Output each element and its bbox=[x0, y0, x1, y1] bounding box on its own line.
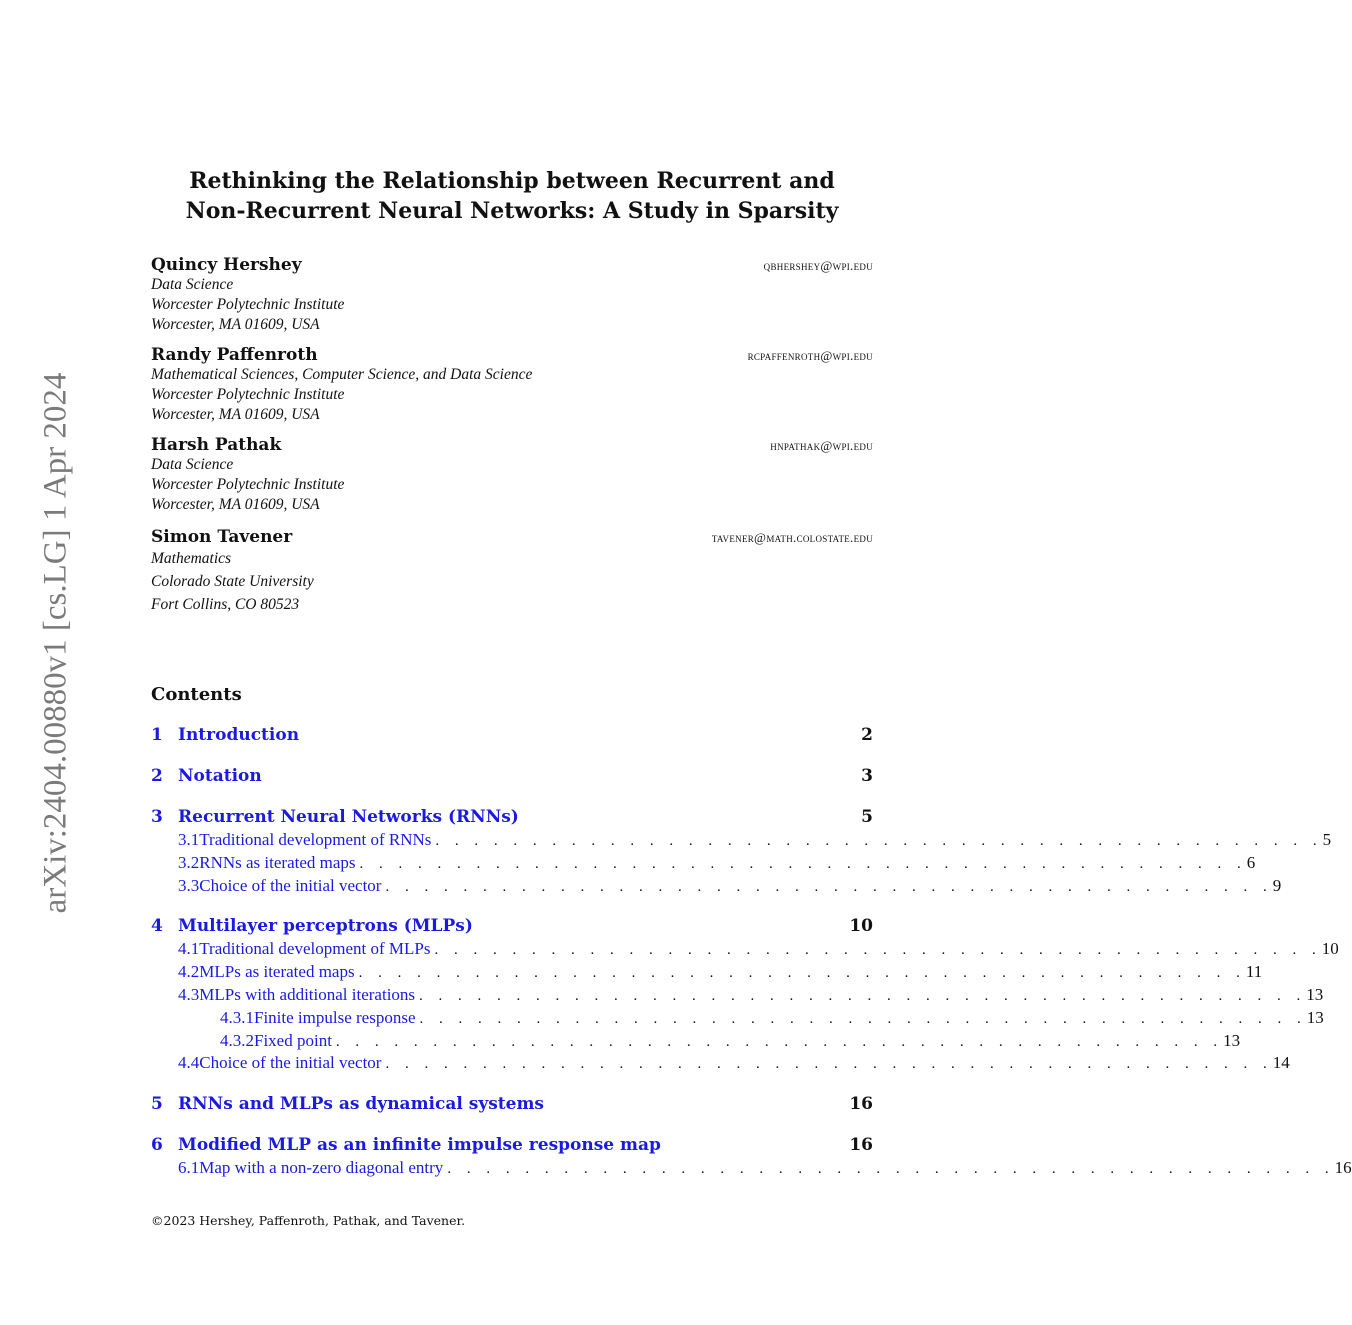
toc-leader-dots: . . . . . . . . . . . . . . . . . . . . . . . . . . . . . . . . . . . . . . . . . . . . . . bbox=[434, 942, 1322, 958]
toc-entry-number: 3.3 bbox=[178, 876, 200, 895]
toc-leader-dots: . . . . . . . . . . . . . . . . . . . . . . . . . . . . . . . . . . . . . . . . . . . . . . bbox=[419, 1011, 1307, 1027]
author-address: Fort Collins, CO 80523 bbox=[151, 596, 300, 613]
toc-section-entry[interactable] bbox=[151, 1094, 873, 1114]
toc-entry-page: 13 bbox=[1306, 985, 1324, 1004]
toc-entry-number: 3.1 bbox=[178, 830, 200, 849]
toc-entry-number: 3 bbox=[151, 807, 163, 827]
toc-entry-link[interactable]: Recurrent Neural Networks (RNNs) bbox=[178, 807, 519, 827]
toc-section-entry[interactable] bbox=[151, 766, 873, 786]
author-address: Worcester, MA 01609, USA bbox=[151, 496, 320, 513]
toc-entry-link[interactable]: Multilayer perceptrons (MLPs) bbox=[178, 916, 473, 936]
toc-entry-link[interactable]: Map with a non-zero diagonal entry bbox=[199, 1158, 444, 1177]
arxiv-side-stamp: arXiv:2404.00880v1 [cs.LG] 1 Apr 2024 bbox=[37, 372, 74, 914]
toc-subsection-entry[interactable] bbox=[151, 853, 1256, 873]
author-email[interactable]: qbhershey@wpi.edu bbox=[763, 258, 873, 273]
author-name: Simon Tavener bbox=[151, 527, 293, 547]
author-name: Quincy Hershey bbox=[151, 255, 302, 275]
toc-entry-page: 9 bbox=[1272, 876, 1282, 895]
toc-subsection-entry[interactable] bbox=[151, 1158, 1352, 1178]
paper-title-line-1: Rethinking the Relationship between Recurrent and bbox=[189, 168, 835, 194]
toc-subsection-entry[interactable] bbox=[151, 830, 1332, 850]
toc-leader-dots: . . . . . . . . . . . . . . . . . . . . . . . . . . . . . . . . . . . . . . . . . . . . . . bbox=[335, 1034, 1224, 1050]
toc-entry-page: 10 bbox=[849, 916, 873, 936]
toc-entry-link[interactable]: RNNs as iterated maps bbox=[199, 853, 356, 872]
toc-entry-link[interactable]: Modified MLP as an infinite impulse response map bbox=[178, 1135, 661, 1155]
toc-subsection-entry[interactable] bbox=[151, 939, 1339, 959]
toc-entry-link[interactable]: Traditional development of MLPs bbox=[199, 939, 431, 958]
toc-subsection-entry[interactable] bbox=[151, 1053, 1290, 1073]
toc-entry-page: 16 bbox=[849, 1135, 873, 1155]
toc-entry-number: 1 bbox=[151, 725, 163, 745]
toc-leader-dots: . . . . . . . . . . . . . . . . . . . . . . . . . . . . . . . . . . . . . . . . . . . . . . bbox=[358, 965, 1246, 981]
toc-leader-dots: . . . . . . . . . . . . . . . . . . . . . . . . . . . . . . . . . . . . . . . . . . . . . . bbox=[385, 879, 1273, 895]
toc-entry-page: 13 bbox=[1223, 1031, 1241, 1050]
toc-entry-page: 5 bbox=[861, 807, 873, 827]
toc-entry-number: 4 bbox=[151, 916, 163, 936]
toc-entry-link[interactable]: Choice of the initial vector bbox=[199, 876, 382, 895]
author-block bbox=[151, 527, 873, 616]
toc-subsection-entry[interactable] bbox=[151, 876, 1282, 896]
toc-entry-link[interactable]: MLPs as iterated maps bbox=[199, 962, 355, 981]
contents-heading: Contents bbox=[151, 684, 242, 705]
author-department: Data Science bbox=[151, 456, 234, 473]
author-name: Harsh Pathak bbox=[151, 435, 282, 455]
toc-entry-link[interactable]: Choice of the initial vector bbox=[199, 1053, 382, 1072]
toc-entry-number: 3.2 bbox=[178, 853, 200, 872]
toc-entry-page: 3 bbox=[861, 766, 873, 786]
copyright-notice: ©2023 Hershey, Paffenroth, Pathak, and Tavener. bbox=[151, 1213, 466, 1228]
toc-entry-link[interactable]: Finite impulse response bbox=[254, 1008, 416, 1027]
toc-section-entry[interactable] bbox=[151, 725, 873, 745]
toc-entry-number: 6.1 bbox=[178, 1158, 200, 1177]
toc-section-entry[interactable] bbox=[151, 916, 873, 936]
author-email[interactable]: rcpaffenroth@wpi.edu bbox=[747, 348, 873, 363]
toc-entry-number: 6 bbox=[151, 1135, 163, 1155]
toc-entry-link[interactable]: RNNs and MLPs as dynamical systems bbox=[178, 1094, 544, 1114]
toc-entry-page: 13 bbox=[1306, 1008, 1324, 1027]
paper-title bbox=[140, 166, 884, 226]
toc-entry-page: 14 bbox=[1272, 1053, 1290, 1072]
author-email[interactable]: hnpathak@wpi.edu bbox=[770, 438, 873, 453]
toc-entry-link[interactable]: Traditional development of RNNs bbox=[199, 830, 432, 849]
toc-section-entry[interactable] bbox=[151, 1135, 873, 1155]
toc-entry-link[interactable]: Introduction bbox=[178, 725, 300, 745]
toc-leader-dots: . . . . . . . . . . . . . . . . . . . . . . . . . . . . . . . . . . . . . . . . . . . . . . bbox=[359, 856, 1247, 872]
author-department: Data Science bbox=[151, 276, 234, 293]
toc-subsection-entry[interactable] bbox=[151, 1031, 1241, 1051]
toc-entry-number: 4.3.2 bbox=[220, 1031, 254, 1050]
author-institution: Worcester Polytechnic Institute bbox=[151, 476, 345, 493]
toc-subsection-entry[interactable] bbox=[151, 962, 1263, 982]
toc-entry-page: 16 bbox=[1334, 1158, 1352, 1177]
toc-entry-number: 2 bbox=[151, 766, 163, 786]
toc-subsection-entry[interactable] bbox=[151, 985, 1324, 1005]
toc-leader-dots: . . . . . . . . . . . . . . . . . . . . . . . . . . . . . . . . . . . . . . . . . . . . . . bbox=[435, 833, 1323, 849]
author-department: Mathematics bbox=[151, 550, 232, 567]
toc-entry-link[interactable]: Fixed point bbox=[254, 1031, 332, 1050]
toc-entry-page: 10 bbox=[1321, 939, 1339, 958]
paper-title-line-2: Non-Recurrent Neural Networks: A Study in Sparsity bbox=[185, 198, 839, 224]
toc-entry-number: 4.2 bbox=[178, 962, 200, 981]
toc-entry-page: 6 bbox=[1246, 853, 1256, 872]
toc-entry-number: 4.4 bbox=[178, 1053, 200, 1072]
toc-leader-dots: . . . . . . . . . . . . . . . . . . . . . . . . . . . . . . . . . . . . . . . . . . . . . . bbox=[447, 1161, 1335, 1177]
toc-entry-page: 11 bbox=[1245, 962, 1263, 981]
author-department: Mathematical Sciences, Computer Science, and Data Science bbox=[151, 366, 533, 383]
toc-entry-page: 2 bbox=[861, 725, 873, 745]
author-institution: Colorado State University bbox=[151, 573, 314, 590]
author-address: Worcester, MA 01609, USA bbox=[151, 316, 320, 333]
toc-subsection-entry[interactable] bbox=[151, 1008, 1324, 1028]
toc-entry-number: 5 bbox=[151, 1094, 163, 1114]
author-institution: Worcester Polytechnic Institute bbox=[151, 386, 345, 403]
author-block bbox=[151, 345, 873, 425]
author-block bbox=[151, 255, 873, 335]
toc-section-entry[interactable] bbox=[151, 807, 873, 827]
toc-entry-page: 5 bbox=[1322, 830, 1332, 849]
toc-entry-number: 4.1 bbox=[178, 939, 200, 958]
toc-entry-page: 16 bbox=[849, 1094, 873, 1114]
author-block bbox=[151, 435, 873, 515]
author-institution: Worcester Polytechnic Institute bbox=[151, 296, 345, 313]
author-email[interactable]: tavener@math.colostate.edu bbox=[711, 530, 873, 545]
toc-entry-number: 4.3 bbox=[178, 985, 200, 1004]
toc-leader-dots: . . . . . . . . . . . . . . . . . . . . . . . . . . . . . . . . . . . . . . . . . . . . . . bbox=[419, 988, 1307, 1004]
author-name: Randy Paffenroth bbox=[151, 345, 318, 365]
toc-entry-link[interactable]: MLPs with additional iterations bbox=[199, 985, 416, 1004]
author-address: Worcester, MA 01609, USA bbox=[151, 406, 320, 423]
toc-entry-number: 4.3.1 bbox=[220, 1008, 254, 1027]
toc-entry-link[interactable]: Notation bbox=[178, 766, 262, 786]
toc-leader-dots: . . . . . . . . . . . . . . . . . . . . . . . . . . . . . . . . . . . . . . . . . . . . . . bbox=[385, 1056, 1273, 1072]
